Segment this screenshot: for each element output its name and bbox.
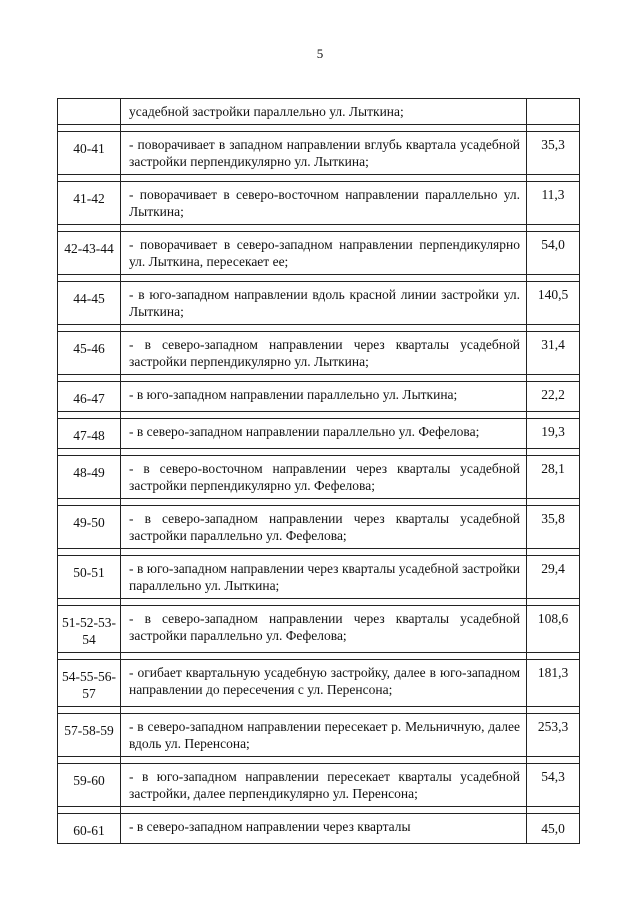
row-gap [58,275,580,282]
length-cell: 35,8 [527,506,580,549]
segment-cell: 49-50 [58,506,121,549]
table-row [58,382,580,412]
description-cell: - в северо-западном направлении через кварталы усадебной застройки параллельно ул. Фефелова; [121,606,527,653]
table-row [58,556,580,599]
row-gap [58,549,580,556]
table-row [58,814,580,844]
length-cell: 54,3 [527,764,580,807]
row-gap [58,757,580,764]
row-gap [58,325,580,332]
length-cell: 108,6 [527,606,580,653]
description-cell: - в юго-западном направлении параллельно ул. Лыткина; [121,382,527,412]
segment-cell: 51-52-53-54 [58,606,121,653]
row-gap [58,807,580,814]
segment-cell: 59-60 [58,764,121,807]
segment-cell: 54-55-56-57 [58,660,121,707]
row-gap [58,412,580,419]
length-cell: 19,3 [527,419,580,449]
description-cell: - поворачивает в западном направлении вглубь квартала усадебной застройки перпендикулярно ул. Лыткина; [121,132,527,175]
table-row [58,232,580,275]
segment-cell: 44-45 [58,282,121,325]
table-row [58,99,580,125]
length-cell: 253,3 [527,714,580,757]
description-cell: - поворачивает в северо-восточном направлении параллельно ул. Лыткина; [121,182,527,225]
row-gap [58,175,580,182]
description-cell: - в северо-восточном направлении через кварталы усадебной застройки перпендикулярно ул. Фефелова; [121,456,527,499]
description-cell: - в юго-западном направлении через кварталы усадебной застройки параллельно ул. Лыткина; [121,556,527,599]
description-cell: - огибает квартальную усадебную застройку, далее в юго-западном направлении до пересечения с ул. Перенсона; [121,660,527,707]
segment-cell: 48-49 [58,456,121,499]
length-cell: 11,3 [527,182,580,225]
length-cell: 28,1 [527,456,580,499]
length-cell: 35,3 [527,132,580,175]
segment-cell: 47-48 [58,419,121,449]
description-cell: - в юго-западном направлении вдоль красной линии застройки ул. Лыткина; [121,282,527,325]
row-gap [58,125,580,132]
segment-cell: 41-42 [58,182,121,225]
page-number: 5 [316,46,324,61]
segment-cell [58,99,121,125]
table-row [58,764,580,807]
length-cell: 54,0 [527,232,580,275]
description-cell: - в юго-западном направлении пересекает кварталы усадебной застройки, далее перпендикулярно ул. Перенсона; [121,764,527,807]
table-row [58,714,580,757]
length-cell [527,99,580,125]
description-cell: - поворачивает в северо-западном направлении перпендикулярно ул. Лыткина, пересекает ее; [121,232,527,275]
table-row [58,419,580,449]
table-row [58,332,580,375]
table-row [58,606,580,653]
segment-cell: 40-41 [58,132,121,175]
segment-cell: 50-51 [58,556,121,599]
row-gap [58,653,580,660]
description-cell: - в северо-западном направлении пересекает р. Мельничную, далее вдоль ул. Перенсона; [121,714,527,757]
length-cell: 22,2 [527,382,580,412]
table-row [58,132,580,175]
row-gap [58,375,580,382]
description-cell: - в северо-западном направлении параллельно ул. Фефелова; [121,419,527,449]
table-row [58,660,580,707]
description-cell: усадебной застройки параллельно ул. Лыткина; [121,99,527,125]
segment-cell: 60-61 [58,814,121,844]
length-cell: 140,5 [527,282,580,325]
segment-cell: 45-46 [58,332,121,375]
length-cell: 45,0 [527,814,580,844]
description-cell: - в северо-западном направлении через кварталы [121,814,527,844]
length-cell: 29,4 [527,556,580,599]
length-cell: 181,3 [527,660,580,707]
row-gap [58,449,580,456]
row-gap [58,499,580,506]
row-gap [58,599,580,606]
row-gap [58,225,580,232]
description-cell: - в северо-западном направлении через кварталы усадебной застройки перпендикулярно ул. Лыткина; [121,332,527,375]
length-cell: 31,4 [527,332,580,375]
table-row [58,456,580,499]
table-row [58,282,580,325]
route-description-table [57,98,580,844]
segment-cell: 42-43-44 [58,232,121,275]
segment-cell: 46-47 [58,382,121,412]
segment-cell: 57-58-59 [58,714,121,757]
description-cell: - в северо-западном направлении через кварталы усадебной застройки параллельно ул. Фефелова; [121,506,527,549]
table-row [58,182,580,225]
row-gap [58,707,580,714]
table-row [58,506,580,549]
